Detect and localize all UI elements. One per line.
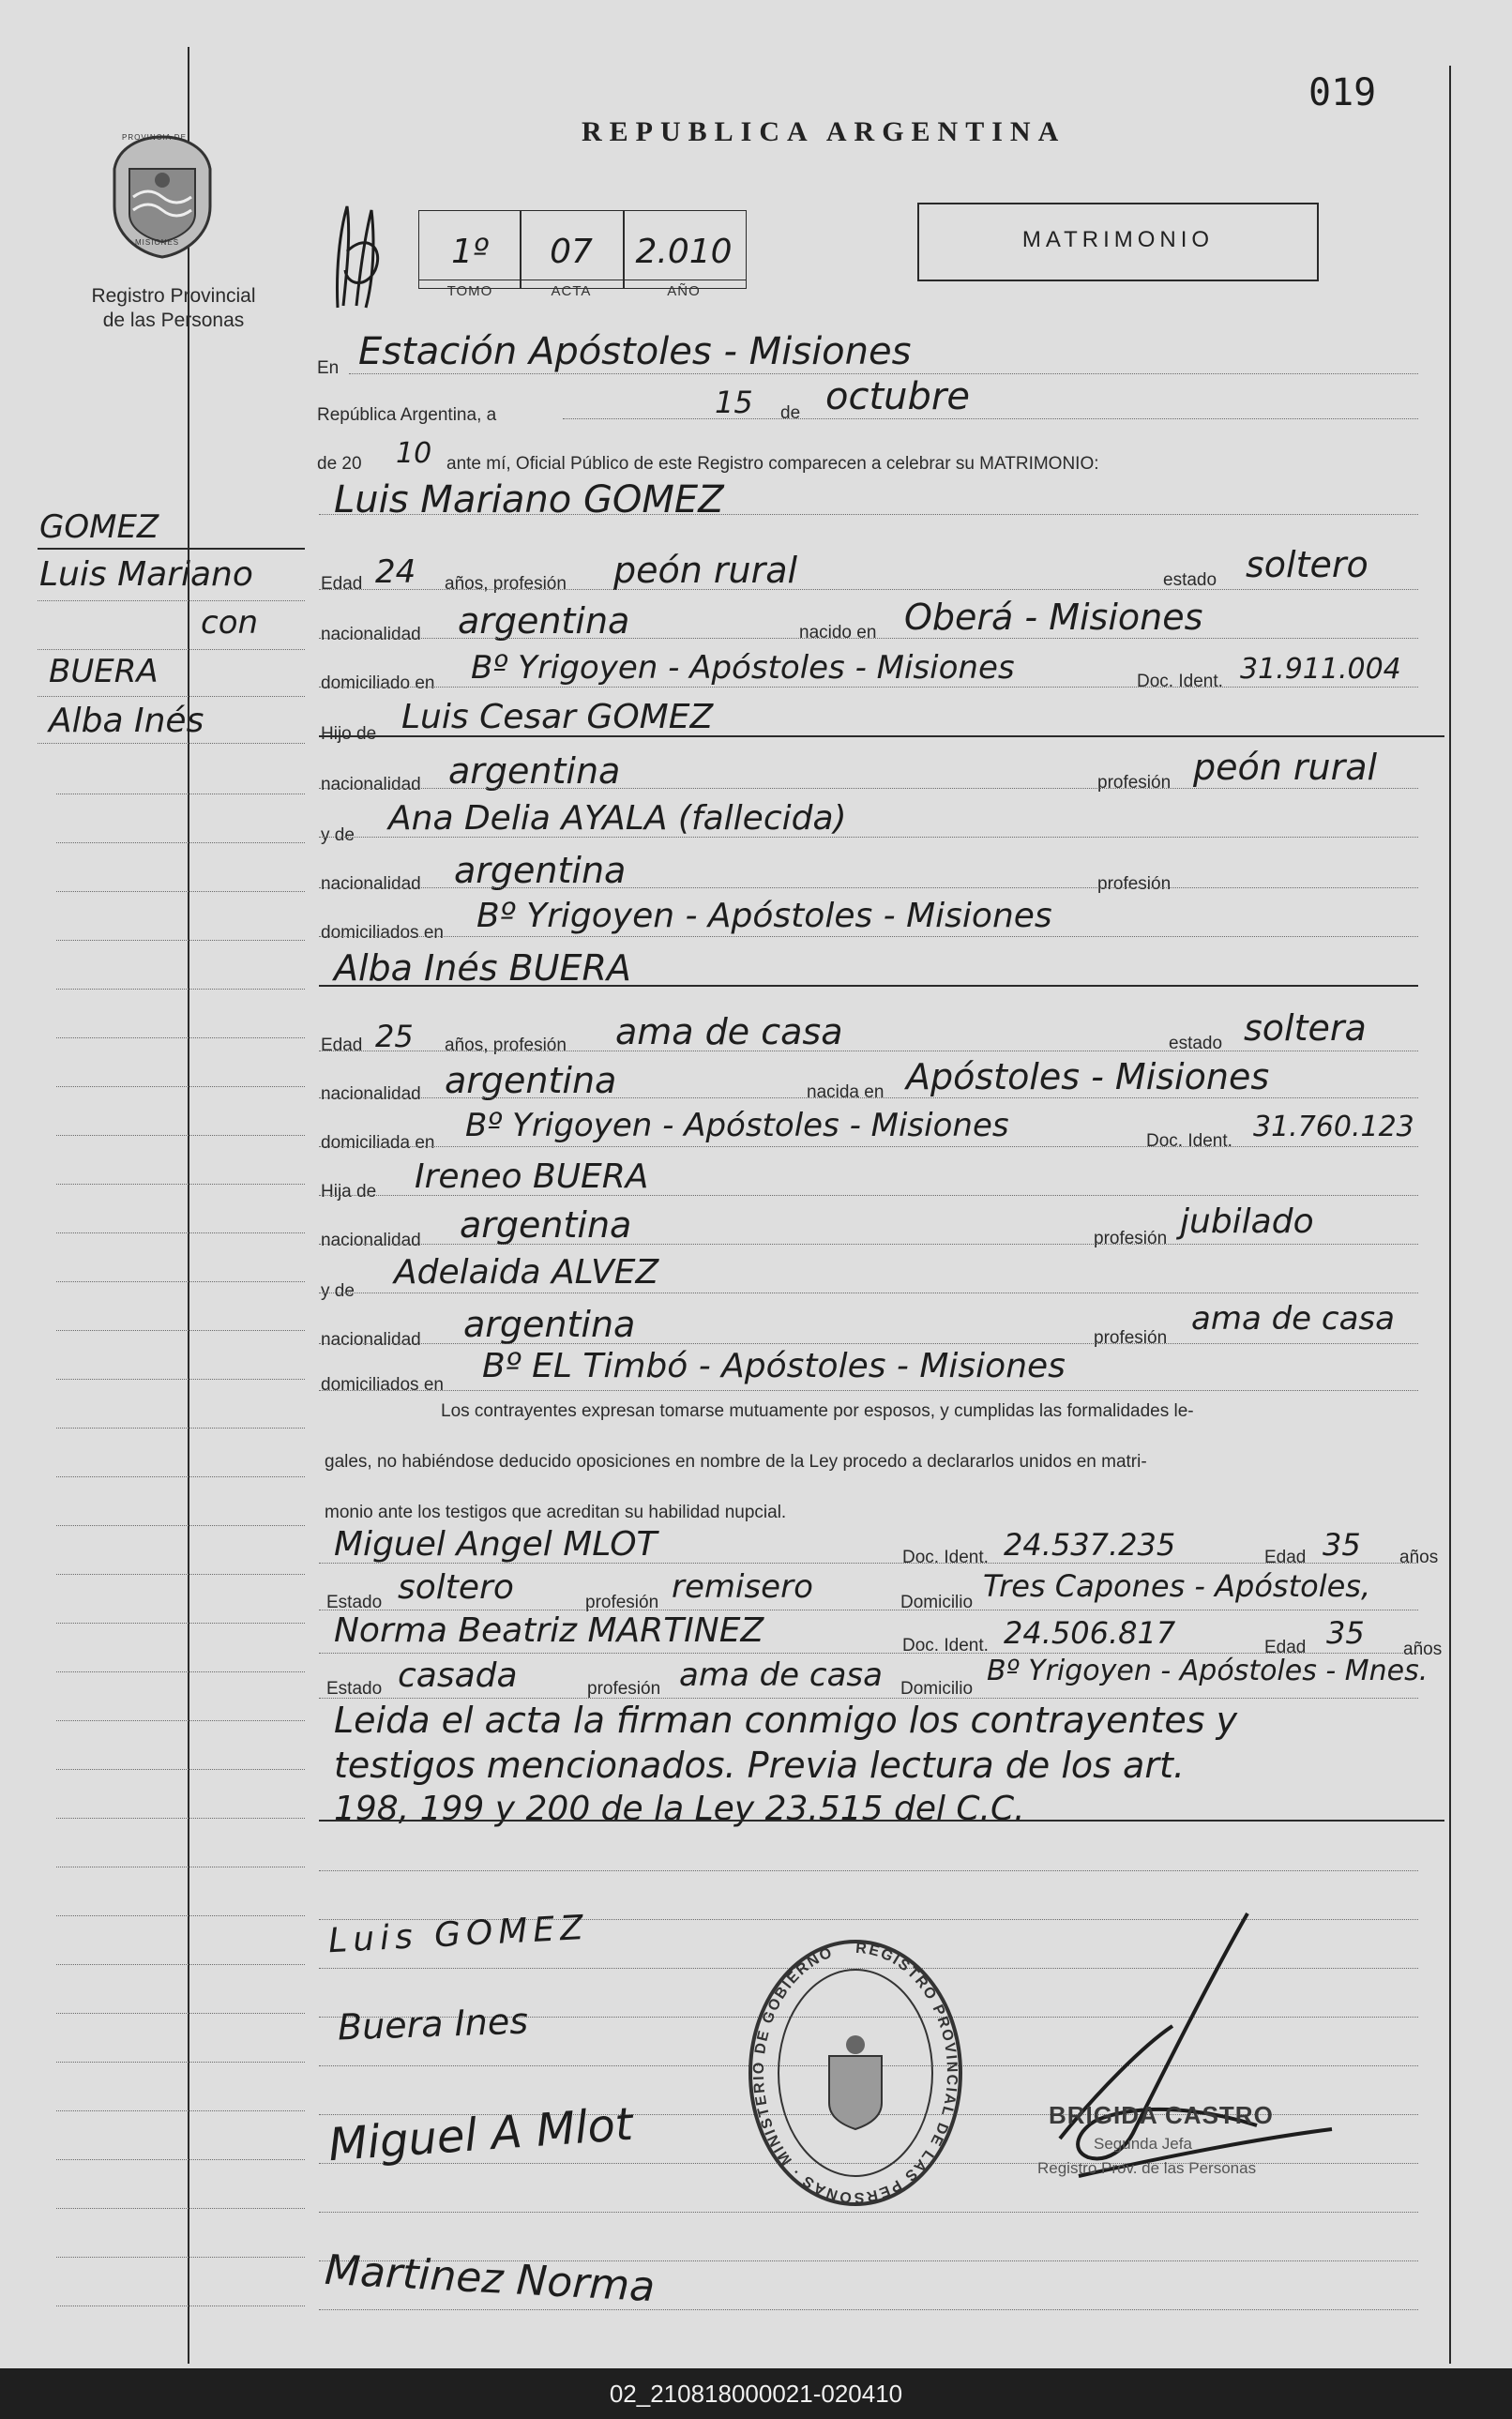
groom-father: Luis Cesar GOMEZ [401,698,714,736]
groom-nationality: argentina [458,600,630,642]
registry-name-line2: de las Personas [102,310,245,331]
margin-rule [56,2062,305,2063]
bride-father-profession: jubilado [1180,1202,1314,1241]
left-margin-rule [188,47,189,2364]
rule [349,373,1418,374]
label-doc-ident: Doc. Ident. [1146,1131,1232,1151]
groom-name: Luis Mariano GOMEZ [334,478,724,522]
label-profesion: profesión [1094,1328,1168,1348]
bride-doc: 31.760.123 [1253,1111,1414,1143]
label-domicilio: Domicilio [900,1593,974,1612]
label-edad-short: Edad [1264,1548,1307,1567]
label-edad-short: Edad [1264,1638,1307,1657]
margin-rule [38,696,305,697]
day: 15 [715,385,753,420]
right-margin-rule [1449,66,1451,2364]
witness2-status: casada [398,1656,518,1695]
groom-doc: 31.911.004 [1240,653,1401,686]
bride-name: Alba Inés BUERA [334,947,631,989]
initials-signature-icon [319,195,394,317]
label-profesion: profesión [1097,874,1172,894]
witness1-age: 35 [1323,1527,1361,1563]
witness1-status: soltero [398,1568,514,1607]
witness2-profession: ama de casa [679,1656,883,1694]
label-doc-ident: Doc. Ident. [902,1548,989,1567]
label-ante: ante mí, Oficial Público de este Registro comparecen a celebrar su MATRIMONIO: [446,454,1099,474]
margin-rule [56,891,305,892]
margin-rule [56,842,305,843]
notes-line3: 198, 199 y 200 de la Ley 23.515 del C.C. [334,1790,1025,1828]
witness1-name: Miguel Angel MLOT [334,1525,658,1564]
margin-rule [56,2159,305,2160]
rule [319,589,1418,590]
bride-father-nationality: argentina [460,1204,632,1246]
margin-rule [56,1574,305,1575]
margin-rule [56,1281,305,1282]
label-anios: años [1399,1548,1439,1567]
rule [319,1343,1418,1344]
margin-rule [56,2208,305,2209]
label-doc-ident: Doc. Ident. [902,1636,989,1656]
act-type: MATRIMONIO [1021,227,1215,252]
groom-age: 24 [375,553,416,591]
label-domicilio: Domicilio [900,1679,974,1699]
label-anios-profesion: años, profesión [445,1036,567,1055]
groom-birthplace: Oberá - Misiones [904,597,1203,638]
margin-rule [56,1915,305,1916]
label-estado-short: Estado [326,1679,383,1699]
margin-rule [56,940,305,941]
acta-label: ACTA [551,283,592,299]
margin-rule [56,1379,305,1380]
rule [319,936,1418,937]
seal-bottom-text: MISIONES [135,238,180,247]
label-de20: de 20 [317,454,362,474]
label-profesion: profesión [587,1679,661,1699]
rule [563,418,1418,419]
witness1-profession: remisero [672,1568,813,1606]
margin-rule [56,2257,305,2258]
margin-rule [56,1720,305,1721]
margin-rule [56,2013,305,2014]
bride-address: Bº Yrigoyen - Apóstoles - Misiones [465,1107,1009,1144]
rule [319,1244,1418,1245]
label-nacionalidad: nacionalidad [321,1084,421,1104]
margin-name2: Alba Inés [49,702,204,740]
label-profesion: profesión [585,1593,659,1612]
anio-value: 2.010 [635,233,733,271]
label-profesion: profesión [1097,773,1172,793]
margin-surname1: GOMEZ [39,508,159,546]
label-edad: Edad [321,574,363,594]
groom-mother: Ana Delia AYALA (fallecida) [388,799,847,838]
label-republica: República Argentina, a [317,405,497,425]
groom-address: Bº Yrigoyen - Apóstoles - Misiones [471,649,1015,687]
bride-status: soltera [1244,1007,1367,1049]
margin-rule [38,743,305,744]
bride-mother-profession: ama de casa [1191,1300,1395,1338]
bride-mother: Adelaida ALVEZ [394,1253,659,1292]
margin-rule [38,600,305,601]
rule [319,985,1418,987]
rule [319,1698,1418,1699]
margin-con: con [201,604,259,642]
official-role: Segunda Jefa [1094,2135,1192,2153]
label-anios-profesion: años, profesión [445,574,567,594]
acta-value: 07 [550,233,593,271]
rule [319,1390,1418,1391]
label-domiciliado-en: domiciliado en [321,673,435,693]
official-seal-icon [743,1925,968,2206]
label-domiciliada-en: domiciliada en [321,1133,435,1153]
rule [319,1195,1418,1196]
page-number: 019 [1308,71,1377,114]
tomo-label: TOMO [446,283,493,299]
label-y-de: y de [321,1281,355,1301]
signature-bride: Buera Ines [337,2000,529,2049]
official-name: BRIGIDA CASTRO [1049,2101,1274,2129]
margin-rule [56,1330,305,1331]
margin-rule [56,1232,305,1233]
margin-rule [56,1476,305,1477]
label-doc-ident: Doc. Ident. [1137,672,1223,691]
signature-witness1: Miguel A Mlot [326,2097,635,2172]
declaration-line3: monio ante los testigos que acreditan su habilidad nupcial. [325,1503,787,1522]
margin-rule [56,1623,305,1624]
groom-parents-address: Bº Yrigoyen - Apóstoles - Misiones [476,897,1052,935]
bride-birthplace: Apóstoles - Misiones [906,1056,1270,1097]
witness1-address: Tres Capones - Apóstoles, [983,1568,1371,1604]
rule [319,1820,1444,1822]
label-domiciliados-en: domiciliados en [321,1375,444,1395]
declaration-line1: Los contrayentes expresan tomarse mutuamente por esposos, y cumplidas las formalidades le- [441,1401,1194,1421]
notes-line1: Leida el acta la firman conmigo los contrayentes y [334,1700,1238,1741]
label-anios: años [1403,1640,1443,1659]
label-de: de [780,403,801,423]
label-nacida-en: nacida en [807,1082,885,1102]
bride-age: 25 [375,1019,414,1054]
margin-rule [56,1964,305,1965]
rule [319,638,1418,639]
label-nacionalidad: nacionalidad [321,874,421,894]
label-estado: estado [1163,570,1217,590]
official-office: Registro Prov. de las Personas [1037,2159,1257,2177]
registry-name-line1: Registro Provincial [91,285,256,307]
label-nacido-en: nacido en [799,623,877,643]
margin-rule [56,1769,305,1770]
bride-parents-address: Bº EL Timbó - Apóstoles - Misiones [482,1347,1066,1385]
label-edad: Edad [321,1036,363,1055]
year-suffix: 10 [396,437,432,470]
margin-rule [56,1818,305,1819]
rule [319,1563,1418,1564]
place: Estación Apóstoles - Misiones [358,330,912,373]
label-estado: estado [1169,1034,1223,1053]
official-seal-text: REGISTRO PROVINCIAL DE LAS PERSONAS · MINISTERIO DE GOBIERNO [750,1940,960,2206]
label-nacionalidad: nacionalidad [321,1231,421,1250]
rule [319,1653,1418,1654]
margin-name1: Luis Mariano [39,555,253,594]
margin-rule [56,1525,305,1526]
rule [319,1870,1418,1871]
month: octubre [825,375,970,418]
label-profesion: profesión [1094,1229,1168,1248]
margin-rule [56,1184,305,1185]
signature-groom: Luis GOMEZ [327,1908,590,1961]
rule [319,1146,1418,1147]
rule [319,837,1418,838]
file-id: 02_210818000021-020410 [0,2368,1512,2419]
tomo-value: 1º [451,233,489,271]
bride-nationality: argentina [445,1060,617,1101]
witness2-name: Norma Beatriz MARTINEZ [334,1611,764,1650]
label-nacionalidad: nacionalidad [321,775,421,794]
label-nacionalidad: nacionalidad [321,625,421,644]
groom-status: soltero [1246,544,1368,585]
witness2-address: Bº Yrigoyen - Apóstoles - Mnes. [987,1655,1429,1687]
rule [319,1097,1418,1098]
margin-rule [38,649,305,650]
rule [319,514,1418,515]
label-hija-de: Hija de [321,1182,377,1202]
declaration-line2: gales, no habiéndose deducido oposiciones en nombre de la Ley procedo a declararlos unidos en matri- [325,1452,1147,1472]
margin-rule [56,1428,305,1429]
witness2-doc: 24.506.817 [1004,1615,1176,1651]
label-en: En [317,358,340,378]
margin-rule [56,989,305,990]
label-y-de: y de [321,825,355,845]
margin-line [38,548,305,550]
groom-mother-nationality: argentina [454,850,627,891]
label-estado-short: Estado [326,1593,383,1612]
anio-label: AÑO [667,283,701,299]
margin-rule [56,1135,305,1136]
groom-profession: peón rural [613,550,798,591]
label-domiciliados-en: domiciliados en [321,923,444,943]
rule [319,2309,1418,2310]
groom-father-profession: peón rural [1193,747,1378,788]
margin-rule [56,1086,305,1087]
bride-mother-nationality: argentina [463,1304,636,1345]
bride-profession: ama de casa [615,1011,843,1052]
rule [319,788,1418,789]
label-hijo-de: Hijo de [321,724,377,744]
margin-rule [56,1671,305,1672]
label-nacionalidad: nacionalidad [321,1330,421,1350]
signature-witness2: Martinez Norma [323,2245,657,2312]
rule [319,687,1418,688]
country-title: REPUBLICA ARGENTINA [582,116,1066,147]
margin-rule [56,1037,305,1038]
rule [319,887,1418,888]
witness1-doc: 24.537.235 [1004,1527,1176,1563]
margin-rule [56,2110,305,2111]
margin-surname2: BUERA [49,653,159,690]
rule [319,735,1444,737]
seal-top-text: PROVINCIA DE [122,133,187,142]
bride-father: Ireneo BUERA [415,1157,649,1196]
notes-line2: testigos mencionados. Previa lectura de los art. [334,1745,1185,1786]
witness2-age: 35 [1326,1615,1365,1651]
groom-father-nationality: argentina [448,750,621,792]
